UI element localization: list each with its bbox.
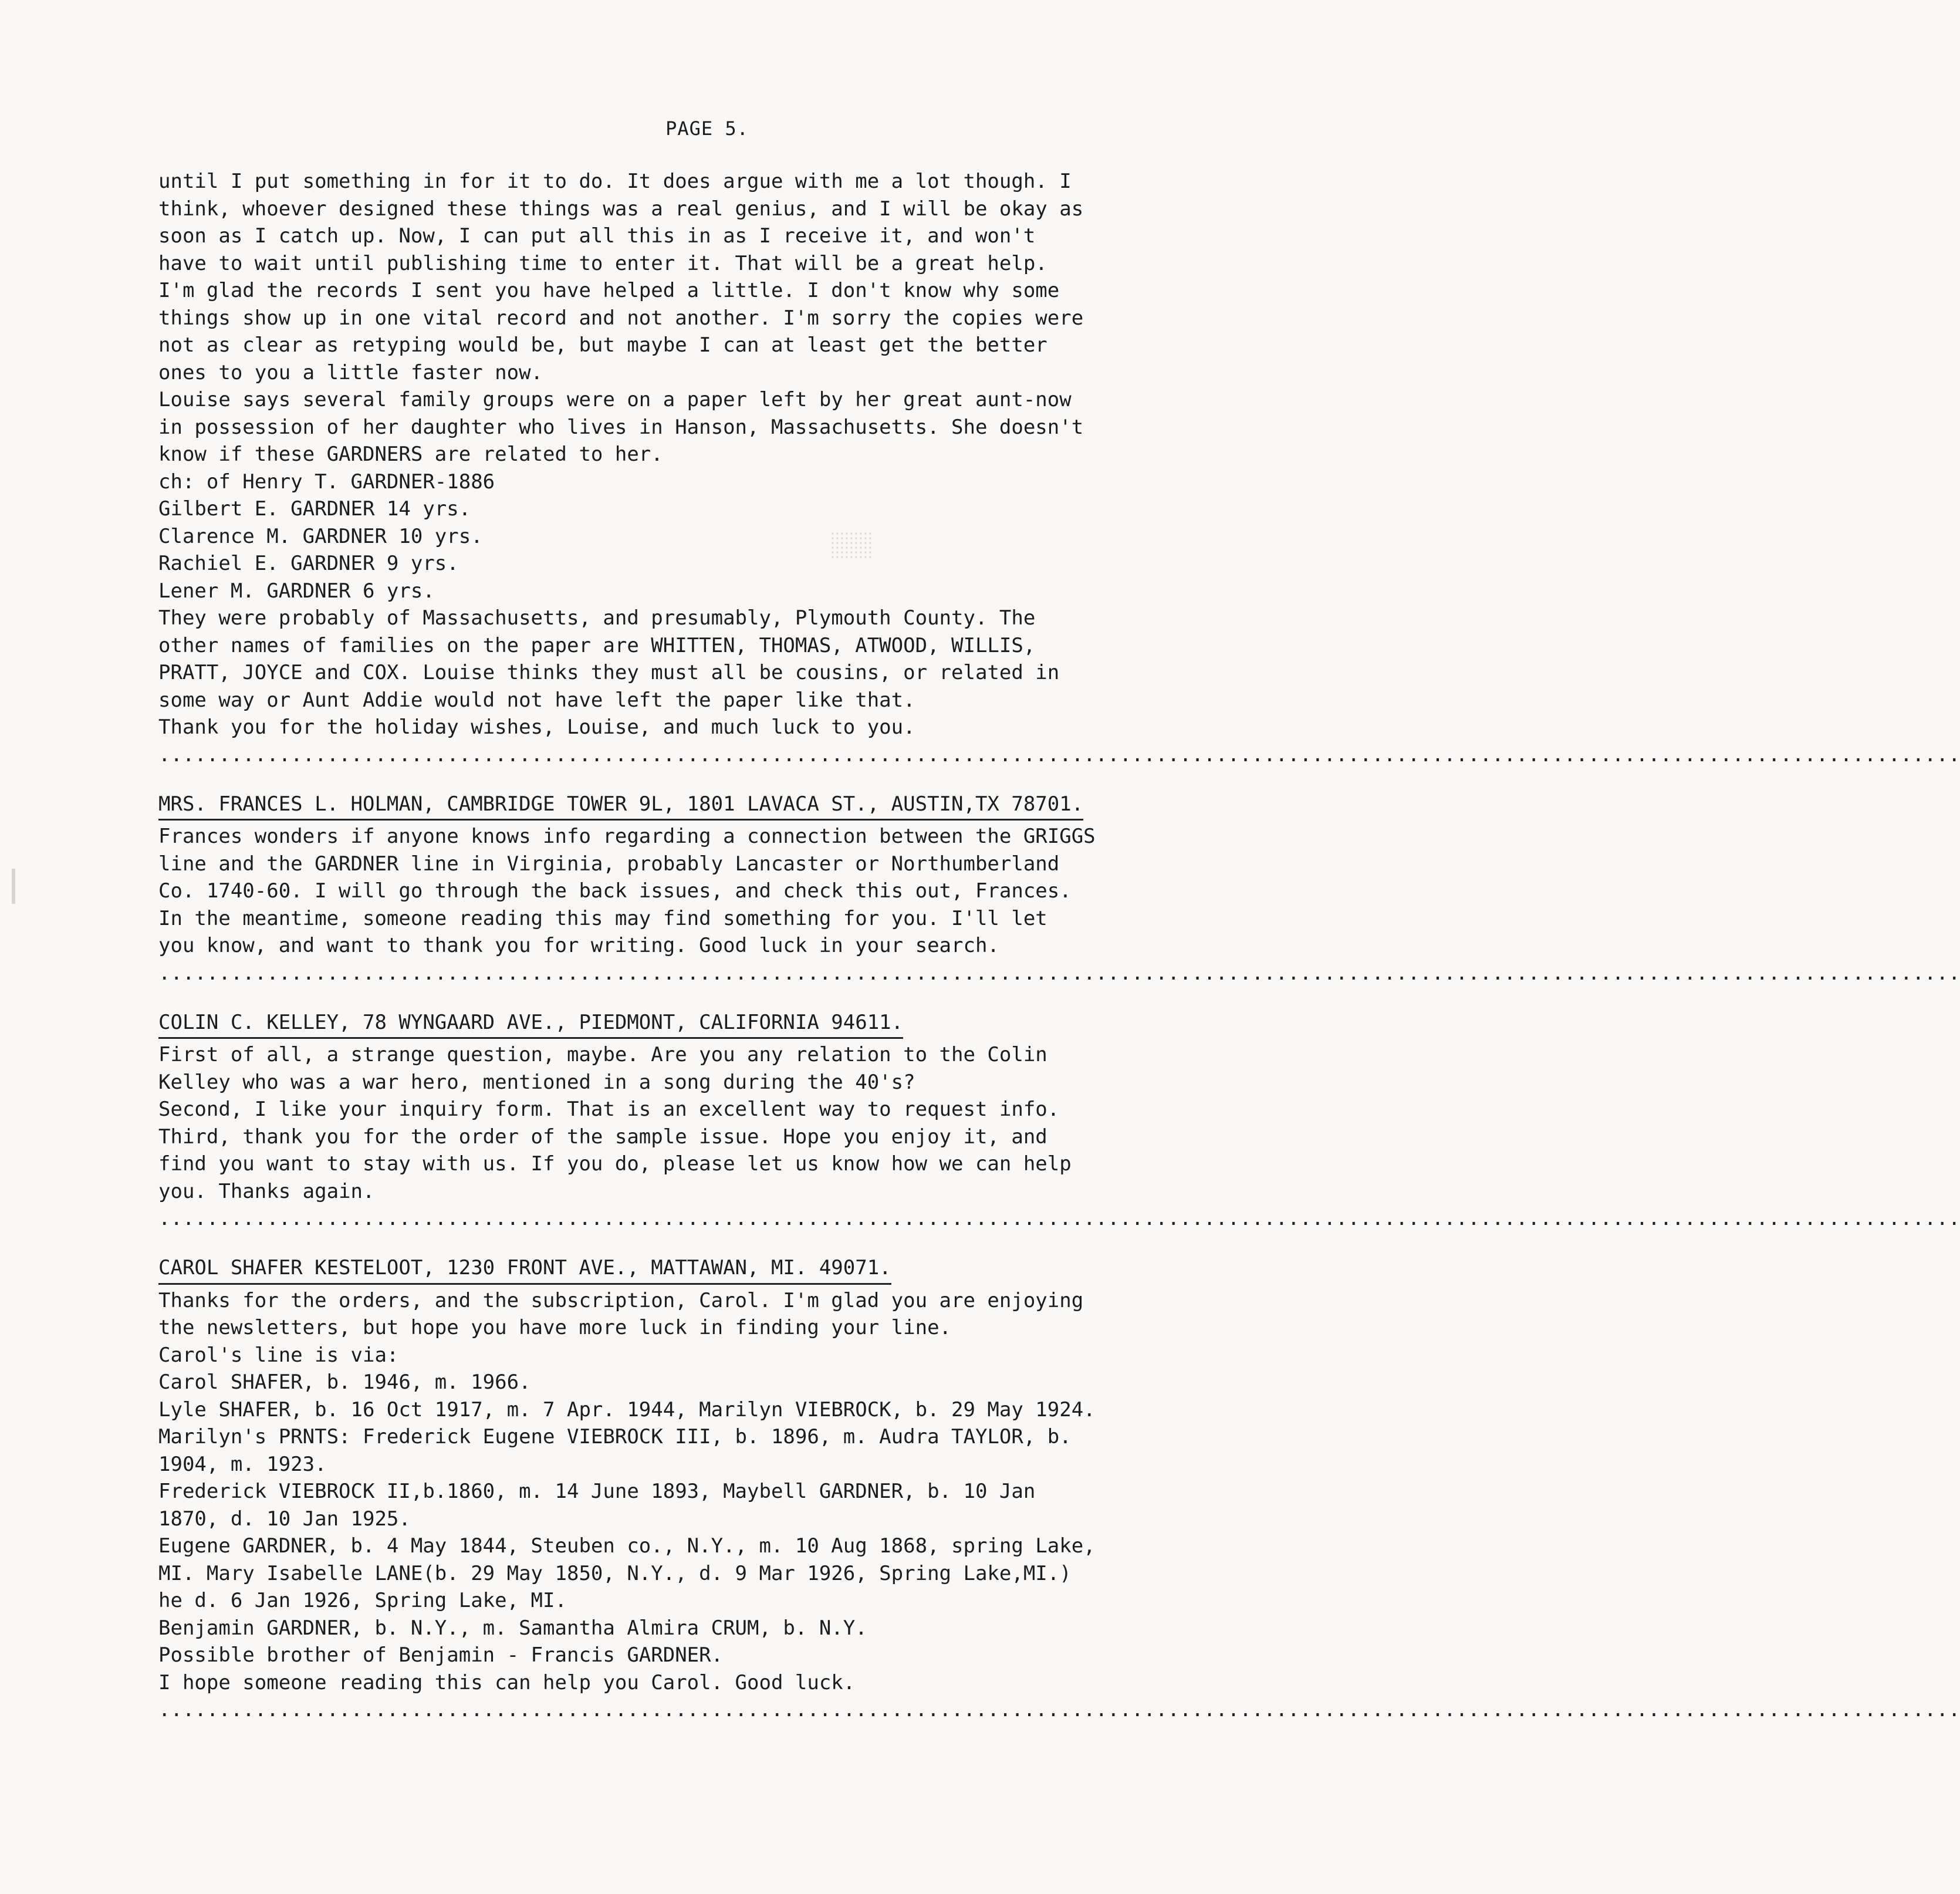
entry-body	[158, 823, 1256, 960]
dotted-separator: ......................................................................................................................................................	[158, 742, 1960, 767]
text-line: First of all, a strange question, maybe. Are you any relation to the Colin	[158, 1043, 1047, 1066]
dotted-separator: ......................................................................................................................................................	[158, 961, 1960, 985]
letter-entry	[158, 1254, 1960, 1721]
entries-list	[158, 791, 1960, 1721]
dotted-separator: ......................................................................................................................................................	[158, 1698, 1960, 1721]
text-line: I'm glad the records I sent you have helped a little. I don't know why some	[158, 279, 1060, 302]
text-line: Third, thank you for the order of the sample issue. Hope you enjoy it, and	[158, 1125, 1047, 1149]
entry-heading: MRS. FRANCES L. HOLMAN, CAMBRIDGE TOWER 9L, 1801 LAVACA ST., AUSTIN,TX 78701.	[158, 791, 1083, 821]
text-line: know if these GARDNERS are related to her.	[158, 443, 663, 466]
text-line: Thanks for the orders, and the subscription, Carol. I'm glad you are enjoying	[158, 1288, 1084, 1312]
text-line: Clarence M. GARDNER 10 yrs.	[158, 524, 483, 548]
text-line: Benjamin GARDNER, b. N.Y., m. Samantha Almira CRUM, b. N.Y.	[158, 1616, 867, 1640]
text-line: think, whoever designed these things was a real genius, and I will be okay as	[158, 197, 1084, 221]
text-line: line and the GARDNER line in Virginia, probably Lancaster or Northumberland	[158, 852, 1060, 876]
text-line: Frances wonders if anyone knows info regarding a connection between the GRIGGS	[158, 825, 1096, 848]
text-line: other names of families on the paper are WHITTEN, THOMAS, ATWOOD, WILLIS,	[158, 633, 1036, 657]
text-line: until I put something in for it to do. It does argue with me a lot though. I	[158, 170, 1072, 193]
text-line: ones to you a little faster now.	[158, 360, 543, 384]
intro-paragraph	[158, 168, 1256, 741]
text-line: Lyle SHAFER, b. 16 Oct 1917, m. 7 Apr. 1944, Marilyn VIEBROCK, b. 29 May 1924.	[158, 1397, 1096, 1422]
text-line: Thank you for the holiday wishes, Louise, and much luck to you.	[158, 715, 915, 739]
text-line: 1870, d. 10 Jan 1925.	[158, 1507, 411, 1531]
text-line: Gilbert E. GARDNER 14 yrs.	[158, 497, 471, 521]
text-line: MI. Mary Isabelle LANE(b. 29 May 1850, N.Y., d. 9 Mar 1926, Spring Lake,MI.)	[158, 1561, 1072, 1585]
text-line: not as clear as retyping would be, but maybe I can at least get the better	[158, 333, 1047, 357]
entry-body	[158, 1287, 1256, 1697]
text-line: 1904, m. 1923.	[158, 1452, 327, 1476]
text-line: In the meantime, someone reading this may find something for you. I'll let	[158, 906, 1047, 930]
text-line: find you want to stay with us. If you do, please let us know how we can help	[158, 1152, 1072, 1176]
text-line: PRATT, JOYCE and COX. Louise thinks they must all be cousins, or related in	[158, 661, 1060, 684]
text-line: you know, and want to thank you for writing. Good luck in your search.	[158, 934, 999, 957]
text-line: you. Thanks again.	[158, 1179, 375, 1203]
text-line: Rachiel E. GARDNER 9 yrs.	[158, 552, 459, 575]
text-line: Co. 1740-60. I will go through the back issues, and check this out, Frances.	[158, 879, 1072, 903]
entry-body	[158, 1041, 1256, 1205]
text-line: Eugene GARDNER, b. 4 May 1844, Steuben co., N.Y., m. 10 Aug 1868, spring Lake,	[158, 1534, 1096, 1558]
text-line: Frederick VIEBROCK II,b.1860, m. 14 June 1893, Maybell GARDNER, b. 10 Jan	[158, 1480, 1036, 1503]
text-line: Kelley who was a war hero, mentioned in a song during the 40's?	[158, 1070, 915, 1094]
text-line: Louise says several family groups were on a paper left by her great aunt-now	[158, 388, 1072, 411]
text-line: some way or Aunt Addie would not have left the paper like that.	[158, 688, 915, 712]
text-line: the newsletters, but hope you have more luck in finding your line.	[158, 1316, 952, 1339]
text-line: ch: of Henry T. GARDNER-1886	[158, 470, 495, 494]
text-line: Lener M. GARDNER 6 yrs.	[158, 579, 435, 603]
text-line: he d. 6 Jan 1926, Spring Lake, MI.	[158, 1589, 567, 1612]
text-line: I hope someone reading this can help you Carol. Good luck.	[158, 1670, 856, 1694]
entry-heading: CAROL SHAFER KESTELOOT, 1230 FRONT AVE., MATTAWAN, MI. 49071.	[158, 1254, 891, 1285]
text-line: They were probably of Massachusetts, and presumably, Plymouth County. The	[158, 606, 1036, 630]
letter-entry	[158, 1009, 1960, 1230]
text-line: Possible brother of Benjamin - Francis GARDNER.	[158, 1643, 724, 1667]
page-number: PAGE 5.	[665, 117, 749, 140]
text-line: Second, I like your inquiry form. That is an excellent way to request info.	[158, 1098, 1060, 1121]
entry-heading: COLIN C. KELLEY, 78 WYNGAARD AVE., PIEDMONT, CALIFORNIA 94611.	[158, 1009, 903, 1039]
document-page	[158, 117, 1960, 1721]
text-line: have to wait until publishing time to enter it. That will be a great help.	[158, 251, 1047, 275]
text-line: soon as I catch up. Now, I can put all this in as I receive it, and won't	[158, 224, 1036, 248]
dotted-separator: ......................................................................................................................................................	[158, 1207, 1960, 1230]
text-line: things show up in one vital record and not another. I'm sorry the copies were	[158, 306, 1084, 330]
text-line: Carol SHAFER, b. 1946, m. 1966.	[158, 1370, 531, 1394]
text-line: Carol's line is via:	[158, 1343, 399, 1367]
letter-entry	[158, 791, 1960, 985]
text-line: Marilyn's PRNTS: Frederick Eugene VIEBROCK III, b. 1896, m. Audra TAYLOR, b.	[158, 1425, 1072, 1449]
page-edge-mark	[12, 869, 15, 904]
text-line: in possession of her daughter who lives in Hanson, Massachusetts. She doesn't	[158, 415, 1084, 439]
